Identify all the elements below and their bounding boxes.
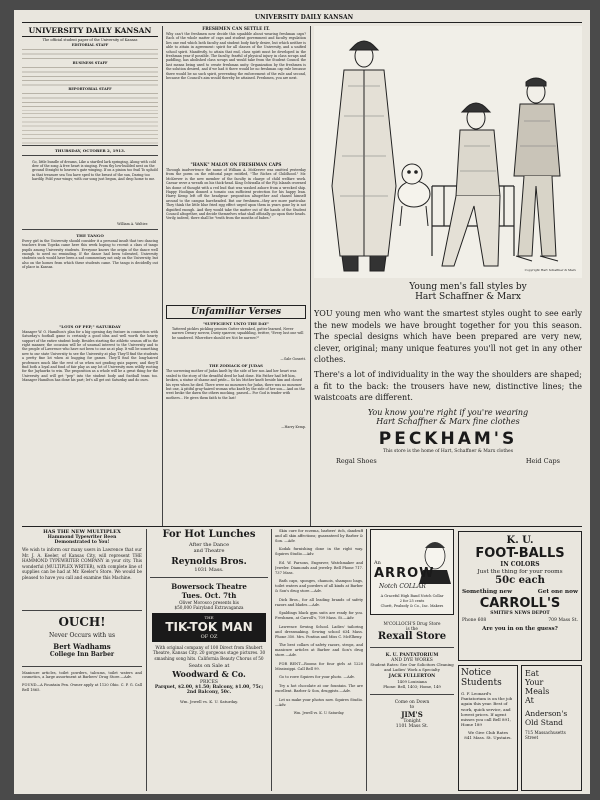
- manicure-notice: Manicure articles, toilet powders, talcums, toilet waters and cosmetics, a large assortment at Barbers' Drug Store.—Adv.: [22, 670, 142, 680]
- carrolls-phone: Phone 608: [462, 618, 487, 623]
- hsm-ad: [314, 26, 582, 526]
- hsm-caption-line1: Young men's fall styles by: [409, 282, 527, 292]
- show-name: TIK-TOK MAN: [165, 619, 253, 634]
- maloy-heading: "HANK" MALOY ON FRESHMAN CAPS: [190, 162, 282, 167]
- jims-line1: Come on Down: [394, 700, 430, 706]
- pantatorium-addr: 1409 Louisiana: [397, 679, 427, 685]
- footballs-line1: Just the thing for your rooms: [477, 569, 563, 575]
- jims-ad: [370, 700, 454, 729]
- tango-heading: THE TANGO: [76, 232, 104, 238]
- ouch-line2: Bert Wadhams: [53, 641, 111, 651]
- masthead-sub: The official student paper of the University of Kansas: [42, 38, 138, 42]
- col3-footer: Wm. Jewell vs. K. U. Saturday.: [293, 711, 345, 716]
- multiplex-title: HAS THE NEW MULTIPLEX: [43, 529, 121, 535]
- newspaper-page: [14, 10, 590, 794]
- tango-article: Every girl in the University should consider it a personal insult that two dancing teachers from Topeka came here this week hoping to recruit a class of tango pupils among University students. Everyone knows the origin of the dance well enough to need no reminding. If the dance had been tolerated, University students such would have been a sad commentary not only on the University, but also on the homes from which these students came. The tango is decidedly out of place in Kansas.: [22, 238, 158, 270]
- verse2-text: The sorrowing mother of Judas knelt by the side of her son And her heart was sealed to the story of the dreadful deed he had done. His Father had left him, broken, a statue of shame and pride— So his Mother knelt beside him and closed his eyes when he died. There were no mourners for Judas, there was no mourner but one, A pitiful gray-haired woman who knelt by the side of her son— And on the west broke the dawn the others mocking, passed— For God is tender with mothers... He gives them faith to the last!: [166, 369, 305, 400]
- theatre-date: Tues. Oct. 7th: [181, 590, 237, 600]
- arrow-brand-top: An: [374, 560, 381, 566]
- arrow-brand: ARROW: [374, 566, 435, 581]
- verse1-text: Tattered pickles pickling peonies Gutter streaked, gutter learned, Never narrow Dreary sorrow, Dusty sparrow, squabbling, twitter, "Every lust one will be sundered. Wherefore should we Not be narrow?": [172, 327, 304, 340]
- pantatorium-phone: Phone: Bell, 1403; Home, 149: [383, 684, 441, 690]
- reportorial-list: [22, 91, 158, 111]
- arrow-maker: Cluett, Peabody & Co., Inc. Makers: [380, 604, 444, 608]
- peckhams-sub: This store is the home of Hart, Schaffner & Marx clothes: [382, 448, 514, 454]
- show-bottom: OF OZ: [200, 633, 218, 640]
- pantatorium-title: K. U. PANTATORIUM: [385, 652, 439, 658]
- notice-text: G. F. Leonard's Pantatorium is on the job again this year. Best of work, quick service, and lowest prices. If agent misses you call Bell 891, Home 189: [461, 691, 513, 728]
- rexall-line1: M'COLLOCH'S Drug Store: [383, 621, 441, 626]
- heid-caps: Heid Caps: [525, 456, 560, 465]
- peckhams-store-name: PECKHAM'S: [378, 428, 518, 449]
- lunch-ad: [150, 529, 268, 573]
- eat-name2: Old Stand: [525, 718, 563, 727]
- notice-item: Lawrence Sewing School. Ladies' tailoring and dressmaking. Sewing school 634 Mass. Phone 350. Mrs. Pontius and Miss C. McElheny.: [275, 624, 363, 639]
- rexall-title: Rexall Store: [377, 631, 447, 642]
- footballs-ad: [458, 531, 582, 661]
- hsm-body-2: There's a lot of individuality in the way the shoulders are shaped; a fit to the back: the trousers have new, distinctive lines; the waistcoats are different.: [314, 369, 582, 403]
- verses-box: [166, 305, 306, 319]
- copyright-note: Copyright Hart Schaffner & Marx: [524, 268, 576, 272]
- theatre-title: Bowersock Theatre: [171, 581, 247, 591]
- business-staff-label: BUSINESS STAFF: [72, 61, 108, 65]
- carrolls-addr: 709 Mass St.: [548, 618, 578, 623]
- arrow-price: 2 for 25 cents: [399, 599, 425, 603]
- multiplex-sub2: Demonstrated to You!: [54, 540, 110, 545]
- ouch-line1: Never Occurs with us: [48, 631, 116, 639]
- theatre-text: With original company of 100 Direct from Shubert Theatre, Kansas City. 20 gorgeous stage pictures. 30 smashing song hits. California Beauty Chorus of 50: [152, 644, 266, 661]
- freshmen-heading: FRESHMEN CAN SETTLE IT.: [202, 26, 270, 31]
- eat-meals-ad: [521, 665, 582, 791]
- show-top: THE: [204, 614, 214, 620]
- verse2-heading: THE ZODIACK OF JUDAS: [209, 363, 263, 369]
- theatre-store: Woodward & Co.: [172, 669, 246, 680]
- maloy-article: Through inadvertence the name of William A. McKeever was omitted yesterday from the poem on the editorial page entitled, "The Riches of Childhood." Mr. McKeever is the new member of the faculty in charge of child welfare work. Caesar wove a wreath on his thick-head. King Ochiwalla of the Fiji Islands crowned his dome of thought with a red bud that was washed ashore from a wrecked ship. Happy Hooligan donned a tomato can sufficient protection for his happy lean. Harry Kemp left off the headgear: proposition altogether and chased himself around to the campus bareheaded. But our freshmen—they are more particular. They think the little blue fried egg effect urged upon them in years gone by is not dignified enough. And they would take the matter out of the hands of the Student Council altogether, and decide themselves what shall officially go upon their heads. Verily, indeed, there shall be "truth from the mouths of babes.": [166, 168, 306, 221]
- verse2-author: —Harry Kemp.: [281, 425, 306, 430]
- notice-item: Let us make your photos now. Squires Studio.—Adv.: [275, 697, 363, 707]
- ouch-title: OUCH!: [58, 614, 106, 629]
- pantatorium-ad: [370, 653, 454, 690]
- hsm-tagline-1: You know you're right if you're wearing: [367, 407, 529, 417]
- editorial-column: [22, 26, 158, 526]
- lunch-name: Reynolds Bros.: [171, 557, 247, 567]
- business-list: [22, 65, 158, 87]
- notice-title: Notice: [461, 668, 492, 678]
- carrolls-sub: SMITH'S NEWS DEPOT: [490, 611, 550, 616]
- notice-item: The best collars of safety razors, strops, and manicure articles at Barber and Son's drug store.—Adv.: [275, 643, 363, 657]
- lunch-title: For Hot Lunches: [162, 529, 256, 540]
- found-notice: FOUND—A Fountain Pen. Owner apply at 1120 Ohio. C. P. G. Call Bell 1865.: [22, 683, 142, 692]
- theatre-footer: Wm. Jewell vs. K. U. Saturday.: [179, 699, 239, 705]
- notice-item: Ed. W. Parsons, Engraver, Watchmaker and Jeweler. Diamonds and jewelry. Bell Phone 717. 737 Mass.: [275, 560, 363, 575]
- theatre-sub2: $50,000 Fairyland Extravaganza: [174, 604, 244, 610]
- editorial-staff-label: EDITORIAL STAFF: [71, 43, 109, 47]
- verses-heading: Unfamiliar Verses: [190, 307, 282, 317]
- lunch-and-theatre-ads: [150, 529, 268, 791]
- notice-item: Go to rowe Squires for your photo. —Adv.: [279, 675, 355, 680]
- notice-item: Dick Bros., for all leading brands of safety razors and blades.—Adv.: [275, 597, 363, 607]
- arrow-collar-ad: [370, 529, 454, 615]
- jims-line2: to: [409, 705, 415, 711]
- pantatorium-text: Student Rates: See Our Solicitors Cleaning and Ladies' Work a Specialty: [370, 661, 454, 672]
- eat-line1: Eat: [525, 669, 539, 678]
- footballs-title: K. U.: [506, 535, 534, 546]
- notice-item: Skin cure for eczema, barbers' itch, dandruff and all skin affections; guaranteed by Barber & Son. —Adv.: [275, 529, 363, 543]
- multiplex-sub: Hammond Typewriter Been: [47, 535, 117, 540]
- hsm-caption-line2: Hart Schaffner & Marx: [415, 292, 521, 302]
- poem-author: William A. Waltier.: [117, 221, 148, 226]
- verse1-author: —Gale Gossett.: [280, 357, 306, 361]
- verse1-heading: "SUFFICIENT UNTO THE DAY": [202, 321, 270, 326]
- arrow-rexall-column: [370, 529, 454, 791]
- lunch-line1: After the Dance: [188, 542, 230, 548]
- theatre-seats: Seats on Sale at: [188, 663, 230, 670]
- three-men-illustration: [314, 26, 582, 278]
- pep-heading: "LOTS OF PEP," SATURDAY: [59, 323, 121, 329]
- eat-line4: At: [525, 696, 534, 705]
- lunch-line2: and Theatre: [193, 548, 225, 554]
- fashion-illustration: [314, 26, 582, 278]
- staff-list: [22, 47, 158, 61]
- notice-students-ad: [458, 665, 518, 791]
- footballs-line3: Get one now: [537, 589, 578, 595]
- jims-line3: Tonight: [403, 719, 421, 725]
- local-notices: [275, 529, 363, 791]
- notice-item: Spaldings black gym suits are ready for you. Freshmen, at Carroll's, 709 Mass. St.—Adv.: [275, 611, 363, 621]
- theatre-ad: [150, 582, 268, 704]
- footballs-title2: FOOT-BALLS: [475, 546, 565, 561]
- eat-line2: Your: [525, 678, 544, 687]
- footballs-line2: Something new: [462, 589, 513, 595]
- notice-item: FOR RENT—Rooms for four girls at 1220 Mississippi. Call Bell 99.: [275, 661, 363, 671]
- notice-item: Try a hot chocolate at our fountain. The are excellent. Barber & Son, druggists.—Adv.: [275, 684, 363, 693]
- carrolls-store: CARROLL'S: [479, 596, 561, 611]
- freshmen-article: Why can't the freshmen now decide this squabble about wearing freshman caps? Each of the whole matter of caps and student government and faculty regulation lies one end which both faculty and student body fairly desire, but which neither is able to attain in agreement: spirit for all classes of the University, and a unified school spirit. Manifestly, to attain that end, class spirit must be developed in the freshman year if possible. The faculty, fearful of physical injury in class scraps and paddling, has abolished class scraps and would take from the Student Council the last means being used to create freshman unity. Organization by the freshmen is the solution desired, and if we had it there would be no freshman cap rule because there would be no such spirit, preventing the enforcement of the rule and second, because the Council's aim would thereby be attained. Freshmen, you are next.: [166, 32, 306, 81]
- lunch-addr: 1031 Mass.: [194, 567, 224, 573]
- hsm-body-1: YOU young men who want the smartest styles ought to see early the new models we have brought together for you this season. The special designs which have been prepared are very new, clever, original; many unique features you'll not get in any other clothes.: [314, 309, 582, 365]
- footballs-footer: Are you in on the guess?: [482, 626, 558, 632]
- notice-list: [275, 529, 363, 707]
- eat-addr: 715 Massachusetts Street: [525, 730, 566, 740]
- theatre-prices: Parquet, $2.00, $1.50; Balcony, $1.00, 75c; 2nd Balcony, 50c.: [154, 685, 264, 696]
- pep-article: Manager W. O. Hamilton's plan for a big opening day feature in connection with Saturday's football game is certainly a good idea and well worth the hearty support of the entire student body. Besides starting the athletic season off in the right manner, the occasion will be of unusual interest to the University and to the people of Lawrence who have not been to one as at play. It will be something new to our state University to see the University at play. They'll find the students a pretty fine lot when at hugging for games. They'll find the long-haired professors much like the rest of us when not grading quiz papers; and they'll find both a loyal and fond of fair play as any lot of University men wildly rooting for the Jayhawks to win. The proposition as a whole will be a great thing for the University and will get "pep" into the student body and football team too. Manager Hamilton has done his part; let's all get out Saturday and do ours.: [22, 329, 158, 383]
- prices-label: PRICES: [199, 680, 218, 686]
- subscription-notices: [22, 111, 158, 145]
- running-title: UNIVERSITY DAILY KANSAN: [254, 14, 354, 21]
- jims-title: JIM'S: [401, 710, 423, 720]
- notice-item: Bath caps, sponges, chamois, shampoo bags, toilet waters and powders of all kinds at Barber & Son's drug store.—Adv.: [275, 579, 363, 593]
- rexall-line2: is the: [406, 626, 418, 631]
- pantatorium-sub: AND DYE WORKS: [391, 657, 433, 663]
- ouch-line3: College Inn Barber: [49, 650, 115, 658]
- footballs-price: 50c each: [495, 575, 545, 586]
- poem: Go, little bundle of dreams, Like a startled lark springing, Along with cold dew of the song A free heart is singing. From thy low-builded nest on the ground Straight to heaven's gate winging. If on a pinion too frail To uphold in that treasure sea You have sped to the breast of the sun, Daring too hardily, Fold your wings; with our song just begun, And drop home to me.: [32, 159, 158, 182]
- multiplex-text: We wish to inform our many users in Lawrence that our Mr. J. A. Keeler, of Kansas City, will represent THE HAMMOND TYPEWRITER COMPANY in your city. This wonderful (MULTIPLEX WRITER), with complete line of supplies can be had at Mr. Keeler's Store. We would be pleased to have you call and examine this Machine.: [22, 547, 142, 580]
- pantatorium-name: JACK FULLERTON: [388, 674, 436, 680]
- theatre-sub: Oliver Morosco presents his: [179, 599, 239, 605]
- footballs-sub: IN COLORS: [500, 561, 540, 568]
- date-line: THURSDAY, OCTOBER 2, 1913.: [54, 147, 126, 153]
- eat-name: Anderson's: [525, 709, 568, 718]
- notice-title2: Students: [461, 678, 502, 688]
- notice-club: We Give Club Rates: [467, 730, 509, 736]
- hsm-tagline-2: Hart Schaffner & Marx fine clothes: [376, 416, 520, 426]
- bottom-left-ads: [22, 529, 142, 789]
- arrow-tag: A Graceful High Band Notch Collar: [380, 594, 444, 598]
- eat-line3: Meals: [525, 687, 550, 696]
- rexall-ad: [370, 621, 454, 642]
- notice-addr: 841 Mass. St. Upstairs.: [464, 735, 512, 741]
- notice-item: Kodak furnishing done in the right way. Squires Studio.—Adv.: [275, 547, 363, 557]
- masthead: UNIVERSITY DAILY KANSAN: [22, 26, 158, 37]
- reportorial-staff-label: REPORTORIAL STAFF: [68, 87, 112, 91]
- opinion-column: [166, 26, 306, 526]
- arrow-sub: Notch COLLAR: [379, 583, 426, 590]
- regal-shoes: Regal Shoes: [336, 456, 377, 465]
- jims-addr: 1101 Mass St.: [395, 724, 429, 730]
- tik-tok-banner: [152, 613, 266, 642]
